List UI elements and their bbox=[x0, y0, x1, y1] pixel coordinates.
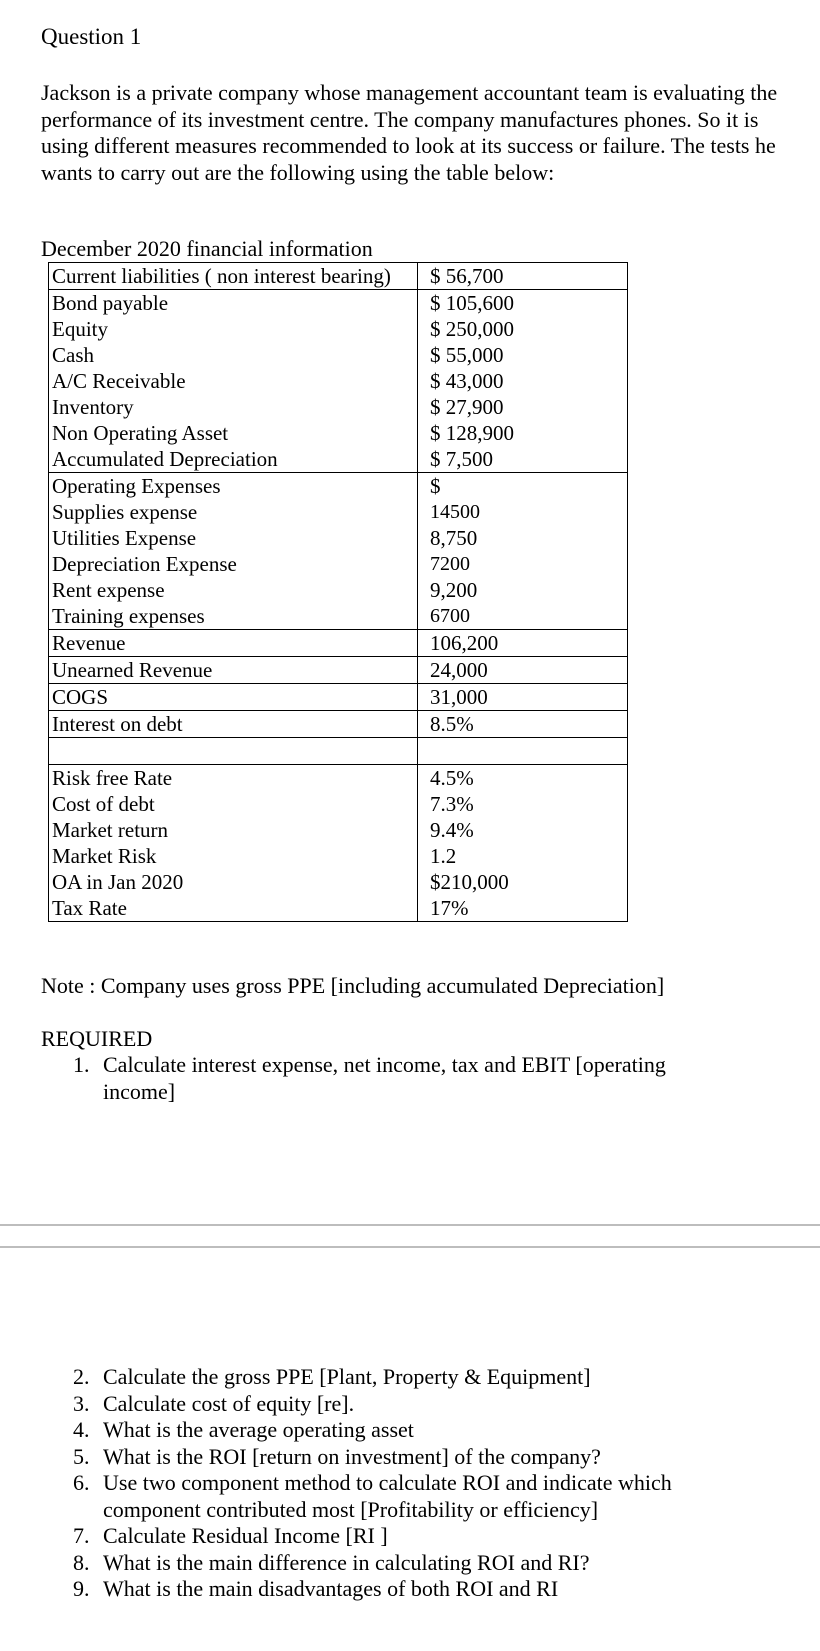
row-label: Training expenses bbox=[49, 603, 418, 630]
table-row bbox=[49, 368, 628, 394]
row-value: 7.3% bbox=[418, 791, 628, 817]
question-number: 1. bbox=[73, 1052, 90, 1077]
row-label: Inventory bbox=[49, 394, 418, 420]
table-row bbox=[49, 316, 628, 342]
list-item bbox=[41, 1444, 741, 1471]
row-label: Cost of debt bbox=[49, 791, 418, 817]
table-row bbox=[49, 895, 628, 922]
question-number: 9. bbox=[73, 1576, 90, 1601]
list-item bbox=[41, 1391, 741, 1418]
row-value-empty bbox=[418, 738, 628, 765]
row-label: Cash bbox=[49, 342, 418, 368]
row-value: $ 43,000 bbox=[418, 368, 628, 394]
question-text: Calculate the gross PPE [Plant, Property & Equipment] bbox=[103, 1364, 591, 1389]
row-label: Non Operating Asset bbox=[49, 420, 418, 446]
list-item bbox=[41, 1576, 741, 1603]
list-item bbox=[41, 1364, 741, 1391]
table-row bbox=[49, 603, 628, 630]
row-value: 6700 bbox=[418, 603, 628, 630]
row-value: $ 56,700 bbox=[418, 263, 628, 290]
row-value: $ 105,600 bbox=[418, 290, 628, 317]
row-value: 14500 bbox=[418, 499, 628, 525]
note-text: Note : Company uses gross PPE [including accumulated Depreciation] bbox=[41, 973, 665, 998]
question-text: What is the average operating asset bbox=[103, 1417, 414, 1442]
row-value: 17% bbox=[418, 895, 628, 922]
row-label-empty bbox=[49, 738, 418, 765]
table-row bbox=[49, 551, 628, 577]
row-value: 8.5% bbox=[418, 711, 628, 738]
table-row bbox=[49, 657, 628, 684]
table-row bbox=[49, 577, 628, 603]
row-value: 31,000 bbox=[418, 684, 628, 711]
financial-table bbox=[48, 262, 628, 922]
row-label: Bond payable bbox=[49, 290, 418, 317]
row-label: Supplies expense bbox=[49, 499, 418, 525]
row-value: $ bbox=[418, 473, 628, 500]
row-label: COGS bbox=[49, 684, 418, 711]
row-label: Revenue bbox=[49, 630, 418, 657]
question-number: 7. bbox=[73, 1523, 90, 1548]
table-row bbox=[49, 263, 628, 290]
question-number: 5. bbox=[73, 1443, 90, 1469]
row-value: 8,750 bbox=[418, 525, 628, 551]
table-row bbox=[49, 791, 628, 817]
row-label: Current liabilities ( non interest bearing) bbox=[49, 263, 418, 290]
table-row bbox=[49, 843, 628, 869]
table-row bbox=[49, 711, 628, 738]
row-label: Operating Expenses bbox=[49, 473, 418, 500]
question-text: Calculate Residual Income [RI ] bbox=[103, 1523, 388, 1548]
intro-paragraph: Jackson is a private company whose management accountant team is evaluating the performance of its investment centre. The company manufactures phones. So it is using different measures recommended to look at its success or failure. The tests he wants to carry out are the following using the table below: bbox=[41, 80, 778, 185]
row-value: 1.2 bbox=[418, 843, 628, 869]
table-row bbox=[49, 446, 628, 473]
question-text: Use two component method to calculate ROI and indicate which component contributed most [Profitability or efficiency] bbox=[103, 1470, 672, 1522]
list-item bbox=[41, 1052, 741, 1105]
row-value: 9,200 bbox=[418, 577, 628, 603]
row-label: Tax Rate bbox=[49, 895, 418, 922]
table-row bbox=[49, 630, 628, 657]
row-value: 106,200 bbox=[418, 630, 628, 657]
table-row bbox=[49, 473, 628, 500]
row-value: $ 7,500 bbox=[418, 446, 628, 473]
row-value: 24,000 bbox=[418, 657, 628, 684]
question-number: 2. bbox=[73, 1364, 90, 1389]
row-value: $ 27,900 bbox=[418, 394, 628, 420]
table-caption: December 2020 financial information bbox=[41, 236, 373, 261]
table-row bbox=[49, 817, 628, 843]
row-label: Equity bbox=[49, 316, 418, 342]
row-value: 7200 bbox=[418, 551, 628, 577]
row-label: Market return bbox=[49, 817, 418, 843]
question-text: What is the ROI [return on investment] of the company? bbox=[103, 1443, 601, 1469]
table-row bbox=[49, 684, 628, 711]
question-text: Calculate cost of equity [re]. bbox=[103, 1390, 355, 1416]
table-row bbox=[49, 525, 628, 551]
table-row bbox=[49, 765, 628, 792]
required-heading: REQUIRED bbox=[41, 1026, 153, 1051]
row-label: Utilities Expense bbox=[49, 525, 418, 551]
table-row bbox=[49, 290, 628, 317]
table-row bbox=[49, 869, 628, 895]
row-label: A/C Receivable bbox=[49, 368, 418, 394]
divider bbox=[0, 1246, 820, 1248]
row-label: Accumulated Depreciation bbox=[49, 446, 418, 473]
table-row bbox=[49, 394, 628, 420]
row-label: Depreciation Expense bbox=[49, 551, 418, 577]
question-number: 4. bbox=[73, 1417, 90, 1442]
question-text: What is the main difference in calculating ROI and RI? bbox=[103, 1549, 590, 1575]
question-number: 3. bbox=[73, 1390, 90, 1416]
row-label: Rent expense bbox=[49, 577, 418, 603]
question-number: 8. bbox=[73, 1549, 90, 1575]
list-item bbox=[41, 1470, 741, 1523]
question-text: What is the main disadvantages of both ROI and RI bbox=[103, 1576, 559, 1601]
question-title: Question 1 bbox=[41, 24, 142, 49]
divider bbox=[0, 1224, 820, 1226]
row-value: 9.4% bbox=[418, 817, 628, 843]
row-value: $210,000 bbox=[418, 869, 628, 895]
question-list-part1 bbox=[41, 1052, 741, 1105]
question-list-part2 bbox=[41, 1364, 741, 1603]
table-row bbox=[49, 342, 628, 368]
table-row bbox=[49, 499, 628, 525]
row-value: 4.5% bbox=[418, 765, 628, 792]
list-item bbox=[41, 1550, 741, 1577]
table-row-empty bbox=[49, 738, 628, 765]
list-item bbox=[41, 1417, 741, 1444]
row-value: $ 55,000 bbox=[418, 342, 628, 368]
row-label: OA in Jan 2020 bbox=[49, 869, 418, 895]
row-label: Interest on debt bbox=[49, 711, 418, 738]
list-item bbox=[41, 1523, 741, 1550]
row-label: Risk free Rate bbox=[49, 765, 418, 792]
question-text: Calculate interest expense, net income, tax and EBIT [operating income] bbox=[103, 1052, 666, 1104]
row-label: Market Risk bbox=[49, 843, 418, 869]
question-number: 6. bbox=[73, 1470, 90, 1495]
row-label: Unearned Revenue bbox=[49, 657, 418, 684]
row-value: $ 128,900 bbox=[418, 420, 628, 446]
table-row bbox=[49, 420, 628, 446]
row-value: $ 250,000 bbox=[418, 316, 628, 342]
